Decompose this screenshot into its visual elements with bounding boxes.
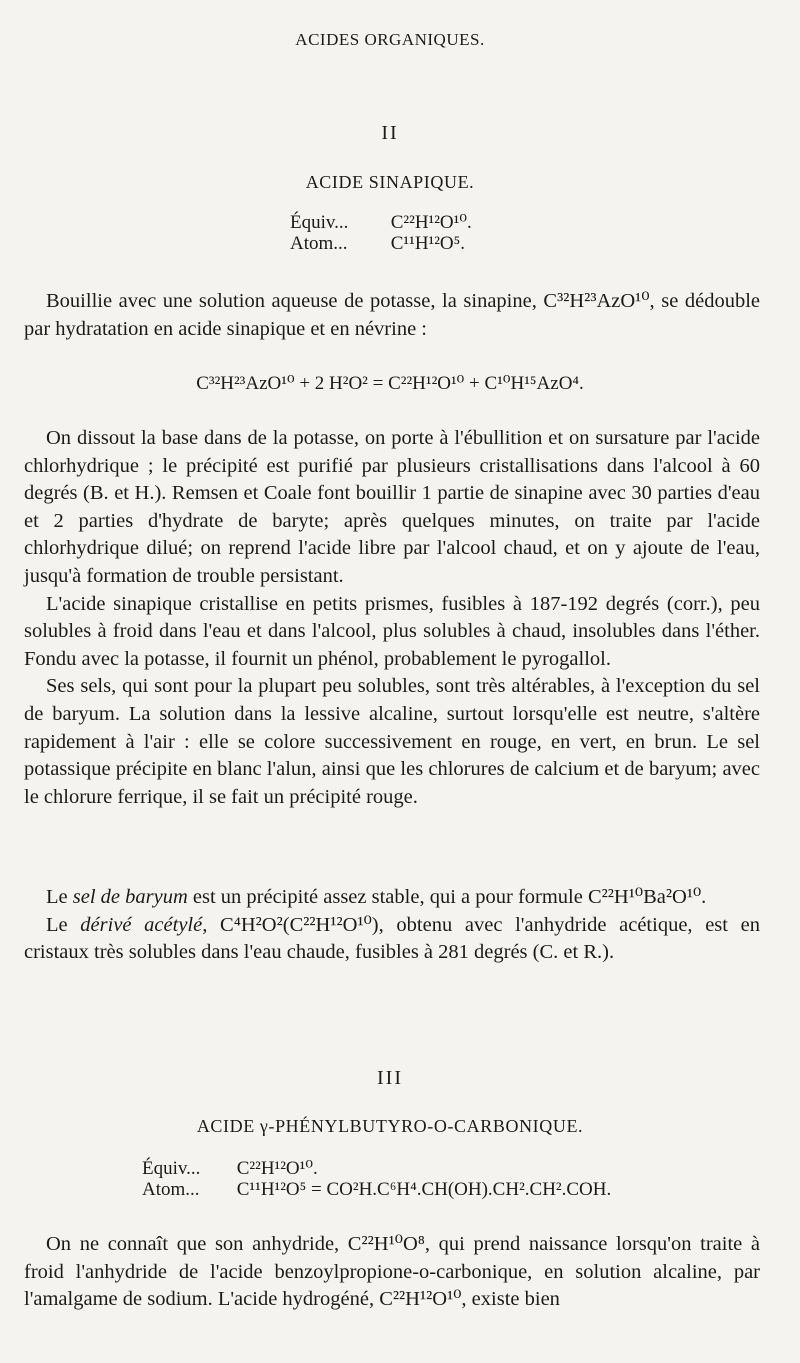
section-number: III (377, 1067, 403, 1089)
equiv-formula: C²²H¹²O¹⁰. (390, 212, 472, 233)
equiv-label: Équiv... (142, 1158, 201, 1179)
running-head: ACIDES ORGANIQUES. (295, 30, 485, 49)
paragraph-text: Ses sels, qui sont pour la plupart peu solubles, sont très altérables, à l'exception du sel de baryum. La solution dans la lessive alcaline, surtout lorsqu'elle est neutre, s'altère rapidement à l'air : elle se colore successivement en rouge, en vert, en brun. Le sel potassique précipite en blanc l'alun, ainsi que les chlorures de calcium et de baryum; avec le chlorure ferrique, il se fait un précipité rouge. (24, 675, 760, 808)
section-title: ACIDE SINAPIQUE. (305, 172, 475, 192)
atom-formula: C¹¹H¹²O⁵. (390, 233, 466, 254)
text-block (24, 1231, 760, 1314)
equiv-formula: C²²H¹²O¹⁰. (236, 1158, 318, 1179)
paragraph-text: Le sel de baryum est un précipité assez stable, qui a pour formule C²²H¹⁰Ba²O¹⁰. (46, 886, 707, 908)
emphasis: sel de baryum (72, 886, 188, 908)
paragraph-text: Bouillie avec une solution aqueuse de potasse, la sinapine, C³²H²³AzO¹⁰, se dédouble par hydratation en acide sinapique et en névrine : (24, 290, 760, 340)
section-title: ACIDE γ-PHÉNYLBUTYRO-O-CARBONIQUE. (196, 1116, 584, 1136)
emphasis: dérivé acétylé, (80, 913, 208, 936)
equiv-label: Équiv... (290, 212, 349, 233)
text-block (24, 425, 760, 811)
section-number: II (381, 122, 399, 144)
text-block (24, 884, 760, 967)
paragraph-text: On ne connaît que son anhydride, C²²H¹⁰O⁸, qui prend naissance lorsqu'on traite à froid l'anhydride de l'acide benzoylpropione-o-carbonique, en solution alcaline, par l'amalgame de sodium. L'acide hydrogéné, C²²H¹²O¹⁰, existe bien (24, 1233, 760, 1311)
paragraph-text: On dissout la base dans de la potasse, on porte à l'ébullition et on sursature par l'acide chlorhydrique ; le précipité est purifié par plusieurs cristallisations dans l'alcool à 60 degrés (B. et H.). Remsen et Coale font bouillir 1 partie de sinapine avec 30 parties d'eau et 2 parties d'hydrate de baryte; après quelques minutes, on traite par l'acide chlorhydrique dilué; on reprend l'acide libre par l'alcool chaud, et on y ajoute de l'eau, jusqu'à formation de trouble persistant. (24, 427, 760, 587)
paragraph-text: L'acide sinapique cristallise en petits prismes, fusibles à 187-192 degrés (corr.), peu solubles à froid dans l'eau et dans l'alcool, plus solubles à chaud, insolubles dans l'éther. Fondu avec la potasse, il fournit un phénol, probablement le pyrogallol. (24, 592, 760, 670)
reaction-equation: C³²H²³AzO¹⁰ + 2 H²O² = C²²H¹²O¹⁰ + C¹⁰H¹⁵AzO⁴. (196, 373, 584, 394)
atom-label: Atom... (290, 233, 348, 254)
paragraph-text: Le dérivé acétylé, C⁴H²O²(C²²H¹²O¹⁰), obtenu avec l'anhydride acétique, est en cristaux très solubles dans l'eau chaude, fusibles à 281 degrés (C. et R.). (24, 913, 761, 964)
formula-block (142, 1158, 611, 1200)
paragraph (24, 288, 760, 343)
atom-label: Atom... (142, 1179, 200, 1200)
formula-block (290, 212, 472, 254)
atom-formula: C¹¹H¹²O⁵ = CO²H.C⁶H⁴.CH(OH).CH².CH².COH. (236, 1179, 612, 1200)
